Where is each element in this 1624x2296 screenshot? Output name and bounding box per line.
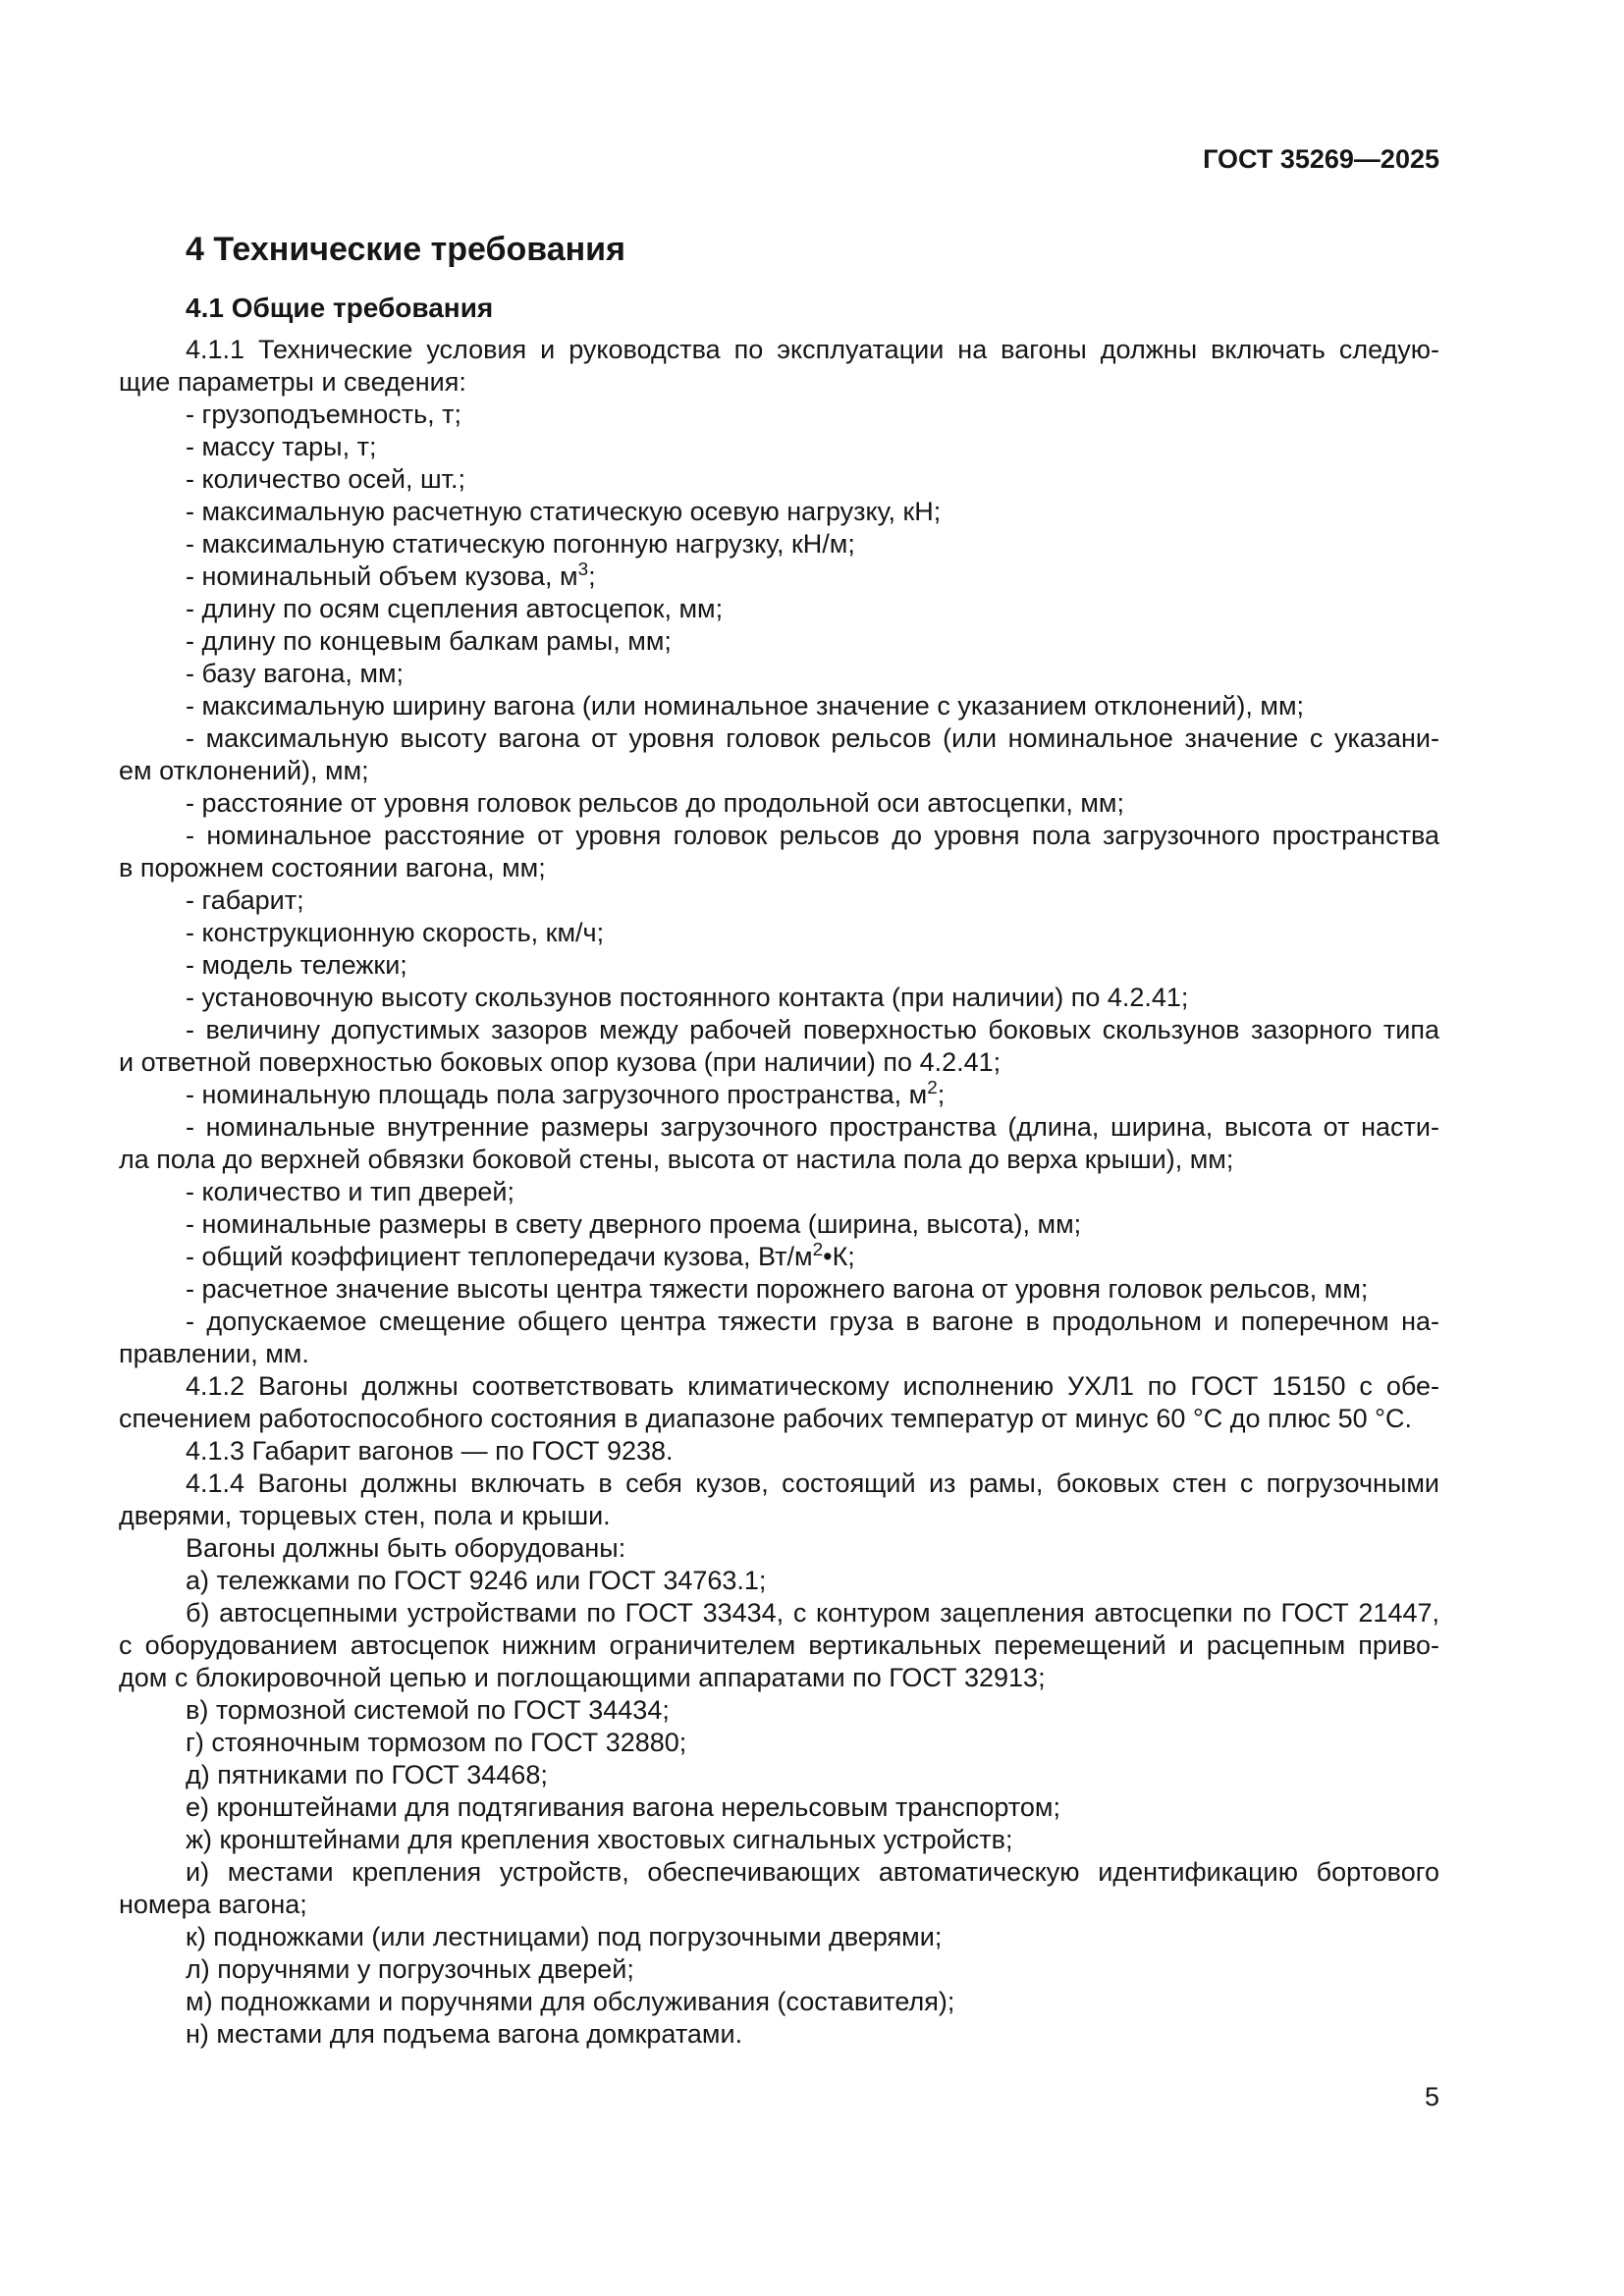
text-line: - длину по концевым балкам рамы, мм;	[186, 626, 672, 656]
text-line: ла пола до верхней обвязки боковой стены, высота от настила пола до верха крыши), мм;	[119, 1145, 1234, 1174]
text-line: щие параметры и сведения:	[119, 367, 466, 397]
dash-list-item	[119, 1014, 1439, 1079]
paragraph	[119, 1468, 1439, 1532]
text-line: с оборудованием автосцепок нижним ограничителем вертикальных перемещений и расцепным приво-	[119, 1630, 1439, 1660]
letter-list-item	[119, 1694, 1439, 1727]
text-line: 4.1.4 Вагоны должны включать в себя кузов, состоящий из рамы, боковых стен с погрузочными	[186, 1468, 1439, 1498]
text-line: л) поручнями у погрузочных дверей;	[186, 1954, 634, 1984]
dash-list-item	[119, 1208, 1439, 1241]
dash-list-item	[119, 593, 1439, 625]
text-line: е) кронштейнами для подтягивания вагона нерельсовым транспортом;	[186, 1792, 1060, 1822]
text-line: - номинальную площадь пола загрузочного пространства, $м^2$;	[186, 1078, 946, 1109]
paragraph	[119, 334, 1439, 399]
subsection-heading: 4.1 Общие требования	[186, 293, 494, 323]
text-line: - номинальное расстояние от уровня головок рельсов до уровня пола загрузочного пространства	[186, 821, 1439, 850]
letter-list-item	[119, 1759, 1439, 1791]
text-line: спечением работоспособного состояния в диапазоне рабочих температур от минус 60 °С до плюс 50 °С.	[119, 1404, 1412, 1433]
text-line: - габарит;	[186, 885, 304, 915]
dash-list-item	[119, 787, 1439, 820]
text-line: в) тормозной системой по ГОСТ 34434;	[186, 1695, 670, 1725]
letter-list-item	[119, 1565, 1439, 1597]
text-line: номера вагона;	[119, 1890, 307, 1919]
page-number: 5	[1424, 2082, 1439, 2111]
dash-list-item	[119, 982, 1439, 1014]
paragraph	[119, 1435, 1439, 1468]
superscript-2: 2	[812, 1240, 824, 1260]
dash-list-item	[119, 1273, 1439, 1306]
dash-list-item	[119, 690, 1439, 722]
superscript-3: 3	[577, 560, 589, 580]
text-line: дверями, торцевых стен, пола и крыши.	[119, 1501, 611, 1530]
dash-list-item	[119, 1241, 1439, 1273]
text-line: - установочную высоту скользунов постоянного контакта (при наличии) по 4.2.41;	[186, 983, 1189, 1012]
section-heading: 4 Технические требования	[186, 231, 625, 268]
text-line: 4.1.2 Вагоны должны соответствовать климатическому исполнению УХЛ1 по ГОСТ 15150 с обе-	[186, 1371, 1439, 1401]
text-line: - допускаемое смещение общего центра тяжести груза в вагоне в продольном и поперечном на-	[186, 1307, 1439, 1336]
dash-list-item	[119, 431, 1439, 463]
letter-list-item	[119, 2018, 1439, 2051]
text-line: - максимальную статическую погонную нагрузку, кН/м;	[186, 529, 855, 559]
standard-designation-header: ГОСТ 35269—2025	[1203, 144, 1439, 174]
letter-list-item	[119, 1791, 1439, 1824]
text-line: и ответной поверхностью боковых опор кузова (при наличии) по 4.2.41;	[119, 1047, 1001, 1077]
text-line: - расстояние от уровня головок рельсов до продольной оси автосцепки, мм;	[186, 788, 1124, 818]
letter-list-item	[119, 1727, 1439, 1759]
text-line: ем отклонений), мм;	[119, 756, 369, 785]
document-blocks	[119, 334, 1439, 2051]
text-line: ж) кронштейнами для крепления хвостовых сигнальных устройств;	[186, 1825, 1013, 1854]
dash-list-item	[119, 496, 1439, 528]
text-line: - длину по осям сцепления автосцепок, мм;	[186, 594, 724, 623]
letter-list-item	[119, 1597, 1439, 1694]
text-line: - максимальную расчетную статическую осевую нагрузку, кН;	[186, 497, 942, 526]
document-content	[119, 0, 1439, 2051]
text-line: - номинальный объем кузова, $м^3$;	[186, 560, 596, 591]
text-line: к) подножками (или лестницами) под погрузочными дверями;	[186, 1922, 943, 1951]
text-line: б) автосцепными устройствами по ГОСТ 33434, с контуром зацепления автосцепки по ГОСТ 21447,	[186, 1598, 1439, 1628]
text-line: - массу тары, т;	[186, 432, 377, 461]
text-line: м) подножками и поручнями для обслуживания (составителя);	[186, 1987, 955, 2016]
text-line: г) стояночным тормозом по ГОСТ 32880;	[186, 1728, 687, 1757]
dash-list-item	[119, 625, 1439, 658]
text-line: Вагоны должны быть оборудованы:	[186, 1533, 626, 1563]
superscript-2: 2	[927, 1078, 938, 1098]
text-line: - грузоподъемность, т;	[186, 400, 462, 429]
text-line: - количество и тип дверей;	[186, 1177, 514, 1206]
dash-list-item	[119, 1306, 1439, 1370]
dash-list-item	[119, 722, 1439, 787]
text-line: - конструкционную скорость, км/ч;	[186, 918, 605, 947]
letter-list-item	[119, 1856, 1439, 1921]
dash-list-item	[119, 528, 1439, 561]
text-line: правлении, мм.	[119, 1339, 309, 1368]
text-line: - номинальные внутренние размеры загрузочного пространства (длина, ширина, высота от насти-	[186, 1112, 1439, 1142]
dash-list-item	[119, 917, 1439, 949]
text-line: н) местами для подъема вагона домкратами.	[186, 2019, 743, 2049]
text-line: 4.1.1 Технические условия и руководства по эксплуатации на вагоны должны включать следую-	[186, 335, 1439, 364]
letter-list-item	[119, 1824, 1439, 1856]
text-line: - количество осей, шт.;	[186, 464, 466, 494]
letter-list-item	[119, 1921, 1439, 1953]
dash-list-item	[119, 1079, 1439, 1111]
text-line: - величину допустимых зазоров между рабочей поверхностью боковых скользунов зазорного типа	[186, 1015, 1439, 1044]
letter-list-item	[119, 1986, 1439, 2018]
paragraph	[119, 1532, 1439, 1565]
text-line: - максимальную ширину вагона (или номинальное значение с указанием отклонений), мм;	[186, 691, 1305, 721]
letter-list-item	[119, 1953, 1439, 1986]
dash-list-item	[119, 658, 1439, 690]
dash-list-item	[119, 463, 1439, 496]
dash-list-item	[119, 1111, 1439, 1176]
dash-list-item	[119, 949, 1439, 982]
text-line: 4.1.3 Габарит вагонов — по ГОСТ 9238.	[186, 1436, 674, 1466]
text-line: дом с блокировочной цепью и поглощающими аппаратами по ГОСТ 32913;	[119, 1663, 1046, 1692]
text-line: - общий коэффициент теплопередачи кузова, $Вт/м^2•К$;	[186, 1240, 855, 1271]
text-line: - максимальную высоту вагона от уровня головок рельсов (или номинальное значение с указани-	[186, 723, 1439, 753]
text-line: д) пятниками по ГОСТ 34468;	[186, 1760, 548, 1789]
text-line: и) местами крепления устройств, обеспечивающих автоматическую идентификацию бортового	[186, 1857, 1439, 1887]
text-line: - базу вагона, мм;	[186, 659, 405, 688]
paragraph	[119, 1370, 1439, 1435]
text-line: - номинальные размеры в свету дверного проема (ширина, высота), мм;	[186, 1209, 1082, 1239]
dash-list-item	[119, 1176, 1439, 1208]
dash-list-item	[119, 561, 1439, 593]
dash-list-item	[119, 884, 1439, 917]
text-line: - расчетное значение высоты центра тяжести порожнего вагона от уровня головок рельсов, мм;	[186, 1274, 1369, 1304]
dash-list-item	[119, 399, 1439, 431]
text-line: а) тележками по ГОСТ 9246 или ГОСТ 34763.1;	[186, 1566, 767, 1595]
dash-list-item	[119, 820, 1439, 884]
text-line: в порожнем состоянии вагона, мм;	[119, 853, 546, 882]
text-line: - модель тележки;	[186, 950, 407, 980]
